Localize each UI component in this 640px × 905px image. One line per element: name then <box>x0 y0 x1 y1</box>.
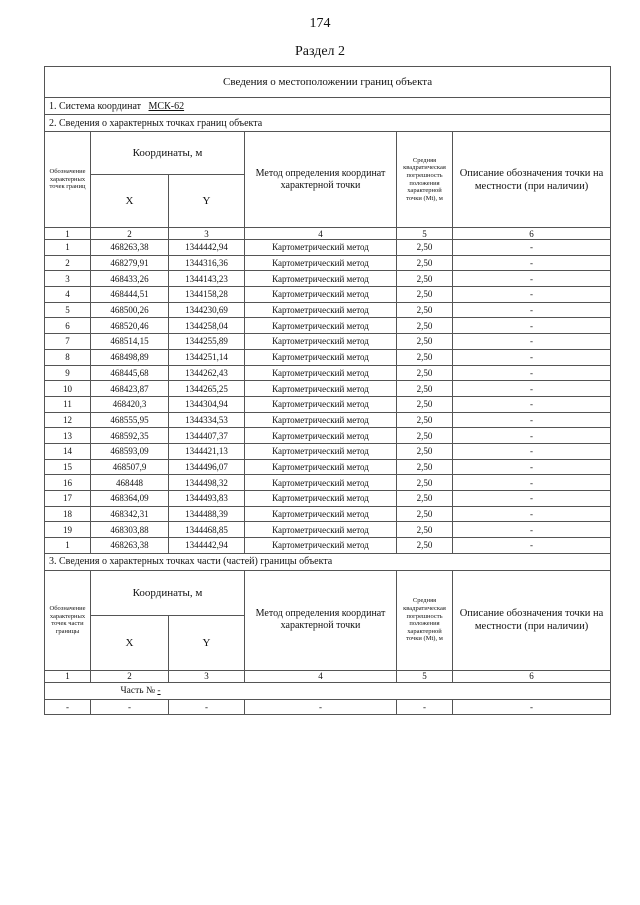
coord-y: 1344304,94 <box>169 396 245 412</box>
coord-y: 1344262,43 <box>169 365 245 381</box>
method: Картометрический метод <box>245 287 397 303</box>
accuracy: 2,50 <box>397 349 453 365</box>
coord-x: 468593,09 <box>91 443 169 459</box>
header2-y: Y <box>169 175 245 228</box>
coord-x: 468263,38 <box>91 538 169 554</box>
coord-y: 1344255,89 <box>169 334 245 350</box>
accuracy: 2,50 <box>397 396 453 412</box>
method: Картометрический метод <box>245 459 397 475</box>
coord-x: 468279,91 <box>91 255 169 271</box>
coord-x: 468500,26 <box>91 302 169 318</box>
accuracy: 2,50 <box>397 491 453 507</box>
table-row <box>45 396 611 412</box>
table-row <box>45 287 611 303</box>
section2-title: 2. Сведения о характерных точках границ объекта <box>45 115 611 132</box>
section2-row <box>45 115 611 132</box>
table-row <box>45 381 611 397</box>
description: - <box>453 699 611 715</box>
description: - <box>453 506 611 522</box>
header2-accuracy: Средняя квадратическая погрешность положения характерной точки (Мt), м <box>397 132 453 228</box>
header2-point-label: Обозначение характерных точек границ <box>45 132 91 228</box>
accuracy: 2,50 <box>397 365 453 381</box>
header2-x: X <box>91 175 169 228</box>
point-number: - <box>45 699 91 715</box>
coord-y: 1344421,13 <box>169 443 245 459</box>
colnum-2: 2 <box>91 228 169 240</box>
colnum-3: 3 <box>169 228 245 240</box>
header3-method: Метод определения координат характерной точки <box>245 570 397 670</box>
accuracy: 2,50 <box>397 255 453 271</box>
accuracy: 2,50 <box>397 381 453 397</box>
accuracy: 2,50 <box>397 459 453 475</box>
method: Картометрический метод <box>245 491 397 507</box>
coord-y: 1344316,36 <box>169 255 245 271</box>
description: - <box>453 334 611 350</box>
coord-system-label: 1. Система координат <box>49 100 142 112</box>
colnum3-3: 3 <box>169 670 245 682</box>
description: - <box>453 459 611 475</box>
coord-y: 1344488,39 <box>169 506 245 522</box>
method: Картометрический метод <box>245 443 397 459</box>
point-number: 4 <box>45 287 91 303</box>
coord-y: 1344230,69 <box>169 302 245 318</box>
method: Картометрический метод <box>245 412 397 428</box>
point-number: 17 <box>45 491 91 507</box>
coord-y: 1344265,25 <box>169 381 245 397</box>
part-label <box>91 682 611 699</box>
header2-description: Описание обозначения точки на местности (при наличии) <box>453 132 611 228</box>
point-number: 7 <box>45 334 91 350</box>
table-row <box>45 255 611 271</box>
colnum-6: 6 <box>453 228 611 240</box>
coord-x: 468507,9 <box>91 459 169 475</box>
coord-x: 468514,15 <box>91 334 169 350</box>
description: - <box>453 240 611 256</box>
coord-x: 468303,88 <box>91 522 169 538</box>
coord-x: 468520,46 <box>91 318 169 334</box>
coord-x: 468423,87 <box>91 381 169 397</box>
table-caption: Сведения о местоположении границ объекта <box>45 67 611 98</box>
point-number: 14 <box>45 443 91 459</box>
description: - <box>453 538 611 554</box>
description: - <box>453 255 611 271</box>
accuracy: 2,50 <box>397 412 453 428</box>
description: - <box>453 491 611 507</box>
coord-y: 1344407,37 <box>169 428 245 444</box>
point-number: 1 <box>45 538 91 554</box>
coord-y: 1344493,83 <box>169 491 245 507</box>
point-number: 18 <box>45 506 91 522</box>
header2-row-1 <box>45 132 611 175</box>
coord-x: - <box>91 699 169 715</box>
points-body <box>45 240 611 554</box>
point-number: 11 <box>45 396 91 412</box>
header3-x: X <box>91 615 169 670</box>
header3-description: Описание обозначения точки на местности (при наличии) <box>453 570 611 670</box>
method: Картометрический метод <box>245 255 397 271</box>
table-row <box>45 459 611 475</box>
accuracy: 2,50 <box>397 318 453 334</box>
header3-coords: Координаты, м <box>91 570 245 615</box>
coord-x: 468555,95 <box>91 412 169 428</box>
method: Картометрический метод <box>245 506 397 522</box>
coord-x: 468592,35 <box>91 428 169 444</box>
table-row <box>45 365 611 381</box>
coord-y: 1344158,28 <box>169 287 245 303</box>
method: Картометрический метод <box>245 318 397 334</box>
description: - <box>453 318 611 334</box>
colnum3-2: 2 <box>91 670 169 682</box>
accuracy: 2,50 <box>397 538 453 554</box>
table-row <box>45 271 611 287</box>
accuracy: 2,50 <box>397 334 453 350</box>
table-row <box>45 443 611 459</box>
coord-y: 1344442,94 <box>169 240 245 256</box>
coord-x: 468445,68 <box>91 365 169 381</box>
description: - <box>453 365 611 381</box>
table-row <box>45 538 611 554</box>
page-number: 174 <box>309 16 331 31</box>
coord-system-row <box>45 98 611 115</box>
table-row <box>45 240 611 256</box>
method: Картометрический метод <box>245 302 397 318</box>
accuracy: 2,50 <box>397 428 453 444</box>
colnum3-5: 5 <box>397 670 453 682</box>
description: - <box>453 381 611 397</box>
point-number: 9 <box>45 365 91 381</box>
description: - <box>453 522 611 538</box>
coord-x: 468444,51 <box>91 287 169 303</box>
table-row <box>45 318 611 334</box>
point-number: 19 <box>45 522 91 538</box>
method: Картометрический метод <box>245 271 397 287</box>
section-title: Раздел 2 <box>294 44 346 59</box>
header3-point-label: Обозначение характерных точек части границы <box>45 570 91 670</box>
accuracy: 2,50 <box>397 522 453 538</box>
coord-x: 468498,89 <box>91 349 169 365</box>
method: - <box>245 699 397 715</box>
accuracy: 2,50 <box>397 506 453 522</box>
point-number: 6 <box>45 318 91 334</box>
accuracy: 2,50 <box>397 271 453 287</box>
coord-y: 1344468,85 <box>169 522 245 538</box>
section3-title: 3. Сведения о характерных точках части (частей) границы объекта <box>45 553 611 570</box>
table-row <box>45 475 611 491</box>
point-number: 5 <box>45 302 91 318</box>
colnum-5: 5 <box>397 228 453 240</box>
coord-system <box>45 98 611 115</box>
description: - <box>453 428 611 444</box>
description: - <box>453 302 611 318</box>
colnum-1: 1 <box>45 228 91 240</box>
coord-y: 1344334,53 <box>169 412 245 428</box>
accuracy: 2,50 <box>397 443 453 459</box>
point-number: 2 <box>45 255 91 271</box>
part-table-row <box>45 699 611 715</box>
method: Картометрический метод <box>245 428 397 444</box>
section3-row <box>45 553 611 570</box>
boundary-table <box>44 66 611 715</box>
coord-system-value: МСК-62 <box>148 100 185 112</box>
method: Картометрический метод <box>245 538 397 554</box>
coord-x: 468420,3 <box>91 396 169 412</box>
part-row <box>45 682 611 699</box>
table-row <box>45 506 611 522</box>
method: Картометрический метод <box>245 349 397 365</box>
part-label-text: Часть № <box>120 685 156 696</box>
point-number: 15 <box>45 459 91 475</box>
colnum-4: 4 <box>245 228 397 240</box>
method: Картометрический метод <box>245 381 397 397</box>
coord-y: 1344258,04 <box>169 318 245 334</box>
point-number: 13 <box>45 428 91 444</box>
colnum3-6: 6 <box>453 670 611 682</box>
part-spacer <box>45 682 91 699</box>
method: Картометрический метод <box>245 475 397 491</box>
method: Картометрический метод <box>245 240 397 256</box>
description: - <box>453 475 611 491</box>
point-number: 12 <box>45 412 91 428</box>
part-body <box>45 699 611 715</box>
coord-x: 468448 <box>91 475 169 491</box>
accuracy: 2,50 <box>397 240 453 256</box>
coord-y: 1344442,94 <box>169 538 245 554</box>
header3-accuracy: Средняя квадратическая погрешность положения характерной точки (Мt), м <box>397 570 453 670</box>
description: - <box>453 396 611 412</box>
description: - <box>453 412 611 428</box>
description: - <box>453 271 611 287</box>
method: Картометрический метод <box>245 334 397 350</box>
description: - <box>453 443 611 459</box>
table-row <box>45 428 611 444</box>
point-number: 8 <box>45 349 91 365</box>
coord-y: - <box>169 699 245 715</box>
table-row <box>45 349 611 365</box>
coord-y: 1344251,14 <box>169 349 245 365</box>
header2-coords: Координаты, м <box>91 132 245 175</box>
accuracy: - <box>397 699 453 715</box>
header2-method: Метод определения координат характерной точки <box>245 132 397 228</box>
coord-x: 468342,31 <box>91 506 169 522</box>
description: - <box>453 349 611 365</box>
table-row <box>45 491 611 507</box>
coord-y: 1344143,23 <box>169 271 245 287</box>
accuracy: 2,50 <box>397 287 453 303</box>
header3-row-1 <box>45 570 611 615</box>
colnum3-1: 1 <box>45 670 91 682</box>
table-row <box>45 334 611 350</box>
part-label-value: - <box>157 685 161 696</box>
header3-y: Y <box>169 615 245 670</box>
table-row <box>45 522 611 538</box>
method: Картометрический метод <box>245 522 397 538</box>
accuracy: 2,50 <box>397 475 453 491</box>
coord-x: 468433,26 <box>91 271 169 287</box>
colnum3-4: 4 <box>245 670 397 682</box>
point-number: 3 <box>45 271 91 287</box>
coord-y: 1344498,32 <box>169 475 245 491</box>
table-row <box>45 302 611 318</box>
table-row <box>45 412 611 428</box>
coord-y: 1344496,07 <box>169 459 245 475</box>
coord-x: 468364,09 <box>91 491 169 507</box>
caption-row <box>45 67 611 98</box>
accuracy: 2,50 <box>397 302 453 318</box>
column-numbers-row-2 <box>45 228 611 240</box>
column-numbers-row-3 <box>45 670 611 682</box>
point-number: 1 <box>45 240 91 256</box>
method: Картометрический метод <box>245 396 397 412</box>
point-number: 16 <box>45 475 91 491</box>
description: - <box>453 287 611 303</box>
coord-x: 468263,38 <box>91 240 169 256</box>
point-number: 10 <box>45 381 91 397</box>
method: Картометрический метод <box>245 365 397 381</box>
